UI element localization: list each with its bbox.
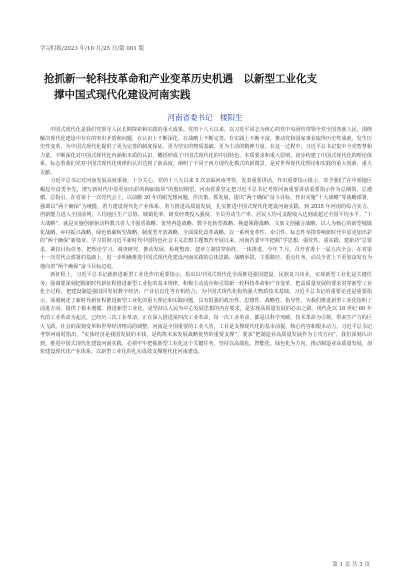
title-line-1: 抢抓新一轮科技革命和产业变革历史机遇 以新型工业化支 [44,73,317,85]
article-author: 河南省委书记 楼阳生 [167,113,243,122]
title-line-2: 撑中国式现代化建设河南实践 [54,89,191,101]
article-body [40,126,372,556]
paragraph: 新征程上，习近平总书记就推进新型工业化作出重要指示，指出以中国式现代化全面推进强国建设、民族复兴伟业，实现新型工业化是关键任务；强调要深刻把握新时代新征程推进新型工业化的基本规律，积极主动适应和引领新一轮科技革命和产业变革，把高质量发展的要求贯穿新型工业化全过程，把建设制造强国同发展数字经济、产业信息化等有机结合，为中国式现代化构筑强大物质技术基础。习近平总书记的重要论述是重要指示，深刻阐述了新时代新征程推进新型工业化的重大理论和实践问题，具有很强的政治性、思想性、战略性、指导性，为我们推进新型工业化指明了前进方向、提供了根本遵循。推进新型工业化，是坚持以人民为中心发展思想的内在要求，是实现高质量发展的必由之路。现代化以 18 世纪 60 年代的工业革命为起点，已经历三次工业革命。正在深入推进第四次工业革命，每一次工业革命，都是以科学突破、技术革命为引领，带来生产力的巨大飞跃。社会的深刻变革和世界经济格局的调整。河南是全国重要的工业大省，工业是支撑现代化的基本前提、核心内容和根本动力。习近平总书记考察河南时指出，“实体经济是我国发展的本钱，是构筑未来发展战略优势的重要支撑”，要求“把制造业高质量发展作为主攻方向”。我们深刻认识到，推进中国式现代化建设河南实践，必须牢牢把握新型工业化这个关键任务，坚持以高端化、智能化、绿色化为方向，推动制造业高质量发展，加快建设现代化产业体系，以新型工业化的扎实成效支撑现代化河南建设。 [40,272,372,356]
paragraph: 中国式现代化是我们党领导人民长期探索和实践的重大成果。党的十八大以来，以习近平同志为核心的党中央团结带领全党全国各族人民，围绕解决现代化建设中存在的突出矛盾和问题，在认识上不断深化、在战略上不断完善、在实践上不断丰富，推动党和国家事业取得历史性成就、发生历史性变革，为中国式现代化提供了更为完善的制度保证、更为坚实的物质基础、更为主动的精神力量。在这一过程中，习近平总书记集中全党智慧和力量，不断深化对中国式现代化内涵和本质的认识，概括形成了中国式现代化的中国特色、本质要求和重大原则，初步构建了中国式现代化的理论体系，标志着我们党对中国式现代化规律的认识达到了新高度，阐明了不同于西方现代化模式的新图景，是对世界现代化理论和实践的重大创新、重大贡献。 [40,127,372,176]
page-number: 第 1 页 共 3 页 [332,562,370,568]
article-title [44,71,374,103]
paragraph: 习近平总书记对河南发展高度重视。十分关心。党的十八大以来 5 次亲临河南考察，发表重要讲话，作出重要指示批示，寄予我们“在中部地区崛起中奋勇争先，谱写新时代中原更加出彩的绚丽篇章”的殷切期望。河南省委坚定把习近平总书记考察河南重要讲话重要指示作为总纲领、总遵循、总指引，在省第十一次党代会上，以前瞻 30 年的眼光想问题、作决策、抓发展，提出“两个确保”奋斗目标，作出实施“十大战略”等战略部署，强调以“两个确保”为统揽，着力建设现代化产业体系、着力推进高质量发展，扎实推进中国式现代化建设河南实践。到 2035 年河南的综合实力、创新能力进入全国前列，人均地区生产总值、城镇化率、研发经费投入强度、全员劳动生产率、居民人均可支配收入达到或超过全国平均水平。“十大战略”，就是实施创新驱动科教兴省人才强省战略、优势再造战略、数字化转型战略、换道领跑战略、文旅文创融合战略、以人为核心的新型城镇化战略、乡村振兴战略、绿色低碳转型战略、制度型开放战略、全面深化改革战略。以一系列变革性、牵引性、标志性举措奏响新时代中原更加出彩的“两个确保”新篇章。学习贯彻习近平新时代中国特色社会主义思想主题教育开展以来，河南省委牢牢把握“学思想、强党性、重实践、建新功”总要求，紧扣目标任务，把理论学习、调查研究、推动发展、检视整改、建章立制贯穿始终，一体推进。今年 7 月，召开省委十一届五次全会，在省第十一次党代会部署的基础上，进一步明确推进中国式现代化建设河南实践的总体思路、战略举措、主要路径、重点任务，动员全省上下更加奋发有为地向着“两个确保”奋斗目标迈进。 [40,178,372,270]
publication-info: 学习时报/2023 年/10 月/25 日/第 001 版 [40,46,145,52]
